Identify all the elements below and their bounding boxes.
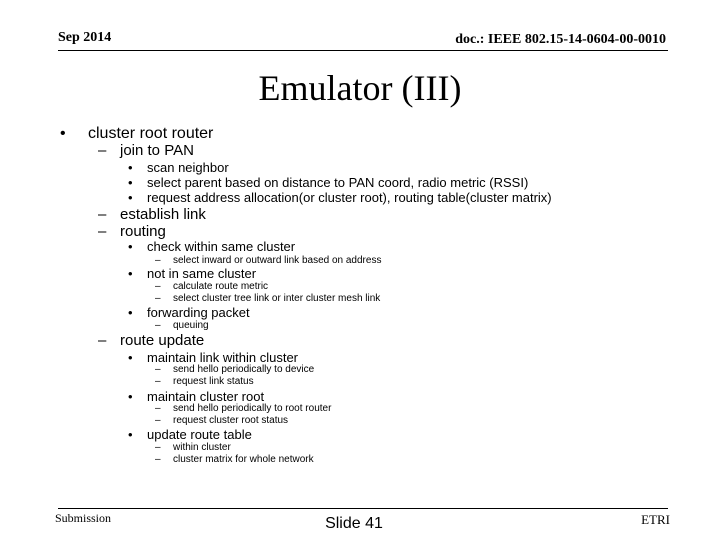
bullet-send-hello-to-device: send hello periodically to device (173, 364, 315, 375)
bullet-update-route-table: update route table (147, 427, 252, 442)
bullet-marker: • (128, 160, 133, 175)
bullet-forwarding-packet: forwarding packet (147, 305, 250, 320)
header-divider (58, 50, 668, 51)
dash-marker: – (155, 293, 161, 304)
bullet-scan-neighbor: scan neighbor (147, 160, 229, 175)
bullet-establish-link: establish link (120, 206, 206, 223)
bullet-request-cluster-root-status: request cluster root status (173, 415, 289, 426)
dash-marker: – (155, 364, 161, 375)
footer-submission: Submission (55, 511, 112, 525)
slide-title: Emulator (III) (258, 68, 462, 108)
bullet-check-within-same-cluster: check within same cluster (147, 239, 296, 254)
bullet-marker: • (60, 125, 66, 142)
bullet-cluster-root-router: cluster root router (88, 125, 214, 142)
bullet-request-address: request address allocation(or cluster root), routing table(cluster matrix) (147, 190, 552, 205)
bullet-cluster-matrix: cluster matrix for whole network (173, 454, 314, 465)
bullet-not-in-same-cluster: not in same cluster (147, 266, 257, 281)
bullet-select-inward-outward: select inward or outward link based on address (173, 255, 382, 266)
bullet-marker: • (128, 175, 133, 190)
bullet-marker: • (128, 239, 133, 254)
bullet-marker: • (128, 350, 133, 365)
dash-marker: – (155, 442, 161, 453)
dash-marker: – (155, 281, 161, 292)
bullet-within-cluster: within cluster (173, 442, 231, 453)
bullet-queuing: queuing (173, 320, 209, 331)
dash-marker: – (98, 142, 107, 159)
bullet-marker: • (128, 305, 133, 320)
dash-marker: – (155, 376, 161, 387)
dash-marker: – (155, 403, 161, 414)
bullet-marker: • (128, 427, 133, 442)
dash-marker: – (98, 332, 107, 349)
bullet-marker: • (128, 266, 133, 281)
dash-marker: – (98, 223, 107, 240)
slide-number: Slide 41 (325, 515, 383, 532)
header-date: Sep 2014 (58, 30, 112, 45)
dash-marker: – (98, 206, 107, 223)
dash-marker: – (155, 320, 161, 331)
footer-organization: ETRI (641, 512, 670, 527)
footer-divider (58, 508, 668, 509)
dash-marker: – (155, 454, 161, 465)
bullet-maintain-link-within-cluster: maintain link within cluster (147, 350, 299, 365)
dash-marker: – (155, 255, 161, 266)
bullet-select-tree-or-mesh: select cluster tree link or inter cluster mesh link (173, 293, 381, 304)
bullet-join-to-pan: join to PAN (120, 142, 194, 159)
dash-marker: – (155, 415, 161, 426)
bullet-request-link-status: request link status (173, 376, 254, 387)
bullet-route-update: route update (120, 332, 205, 349)
bullet-routing: routing (120, 223, 166, 240)
header-doc-id: doc.: IEEE 802.15-14-0604-00-0010 (455, 32, 666, 47)
bullet-select-parent: select parent based on distance to PAN coord, radio metric (RSSI) (147, 175, 529, 190)
bullet-calculate-route-metric: calculate route metric (173, 281, 269, 292)
bullet-send-hello-to-root: send hello periodically to root router (173, 403, 332, 414)
bullet-marker: • (128, 190, 133, 205)
bullet-marker: • (128, 389, 133, 404)
bullet-maintain-cluster-root: maintain cluster root (147, 389, 265, 404)
